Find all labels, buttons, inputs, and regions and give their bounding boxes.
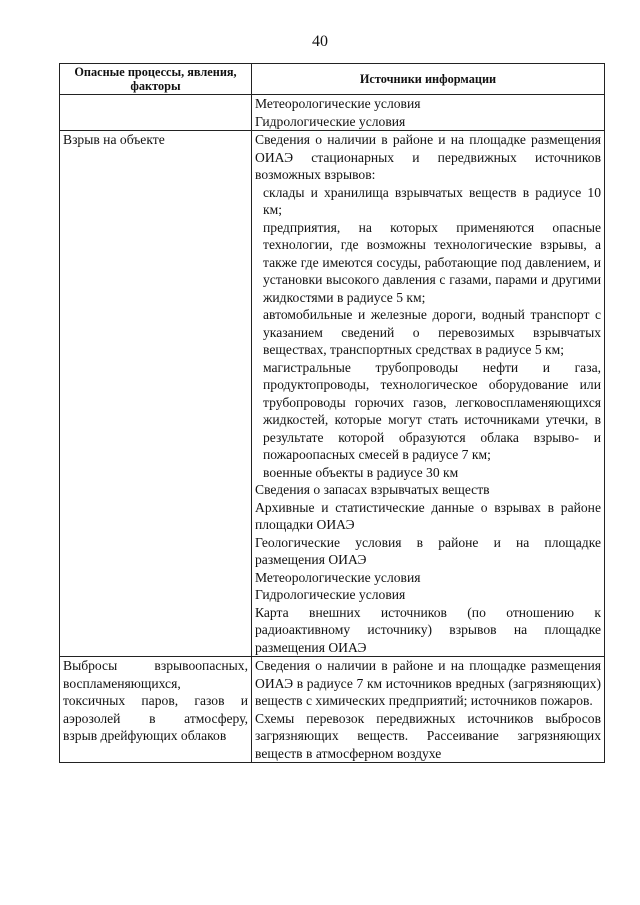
table-row	[60, 657, 605, 763]
source-item: Гидрологические условия	[255, 587, 406, 602]
hazard-line: взрыв дрейфующих облаков	[63, 728, 227, 743]
source-item: Сведения о наличии в районе и на площадке размещения ОИАЭ стационарных и передвижных источников возможных взрывов:	[255, 132, 601, 182]
source-subitem: автомобильные и железные дороги, водный транспорт с указанием сведений о перевозимых взрывчатых веществах, транспортных средствах в радиусе 5 км;	[263, 307, 601, 357]
source-subitem: магистральные трубопроводы нефти и газа, продуктопроводы, технологическое оборудование или трубопроводы горючих газов, легковоспламеняющихся жидкостей, которые могут стать источниками утечки, в результате которой образуются облака взрыво- и пожароопасных смесей в радиусе 7 км;	[263, 359, 601, 462]
hazard-cell	[60, 657, 252, 763]
sources-cell	[252, 131, 605, 657]
table-row	[60, 95, 605, 131]
hazard-sources-table	[59, 63, 605, 763]
hazard-line: аэрозолей в атмосферу,	[63, 710, 248, 726]
source-item: Метеорологические условия	[255, 96, 421, 111]
header-sources: Источники информации	[252, 64, 605, 95]
source-item: Карта внешних источников (по отношению к радиоактивному источнику) взрывов на площадке размещения ОИАЭ	[255, 604, 601, 655]
source-subitem: предприятия, на которых применяются опасные технологии, где возможны технологические взрывы, а также где имеются сосуды, работающие под давлением, и установки высокого давления с газами, парами и другими жидкостями в радиусе 5 км;	[263, 219, 601, 305]
source-item: Сведения о наличии в районе и на площадке размещения ОИАЭ в радиусе 7 км источников вредных (загрязняющих) веществ с химических предприятий; источников пожаров.	[255, 658, 601, 708]
sources-cell	[252, 657, 605, 763]
source-subitem: военные объекты в радиусе 30 км	[263, 464, 459, 480]
sources-cell	[252, 95, 605, 131]
table-header-row	[60, 64, 605, 95]
source-item: Геологические условия в районе и на площадке размещения ОИАЭ	[255, 534, 601, 567]
hazard-line: токсичных паров, газов и	[63, 693, 248, 708]
source-item: Гидрологические условия	[255, 113, 406, 129]
source-item: Сведения о запасах взрывчатых веществ	[255, 482, 490, 497]
table-row	[60, 131, 605, 657]
header-hazards: Опасные процессы, явления, факторы	[60, 64, 252, 95]
source-item: Метеорологические условия	[255, 569, 421, 585]
source-item: Схемы перевозок передвижных источников выбросов загрязняющих веществ. Рассеивание загрязняющих веществ в атмосферном воздухе	[255, 710, 601, 761]
hazard-line: Выбросы взрывоопасных,	[63, 658, 248, 673]
hazard-cell: Взрыв на объекте	[60, 131, 252, 657]
hazard-cell	[60, 95, 252, 131]
page-number: 40	[312, 33, 328, 50]
source-item: Архивные и статистические данные о взрывах в районе площадки ОИАЭ	[255, 499, 601, 532]
hazard-line: воспламеняющихся,	[63, 675, 181, 691]
source-subitem: склады и хранилища взрывчатых веществ в радиусе 10 км;	[263, 184, 601, 217]
